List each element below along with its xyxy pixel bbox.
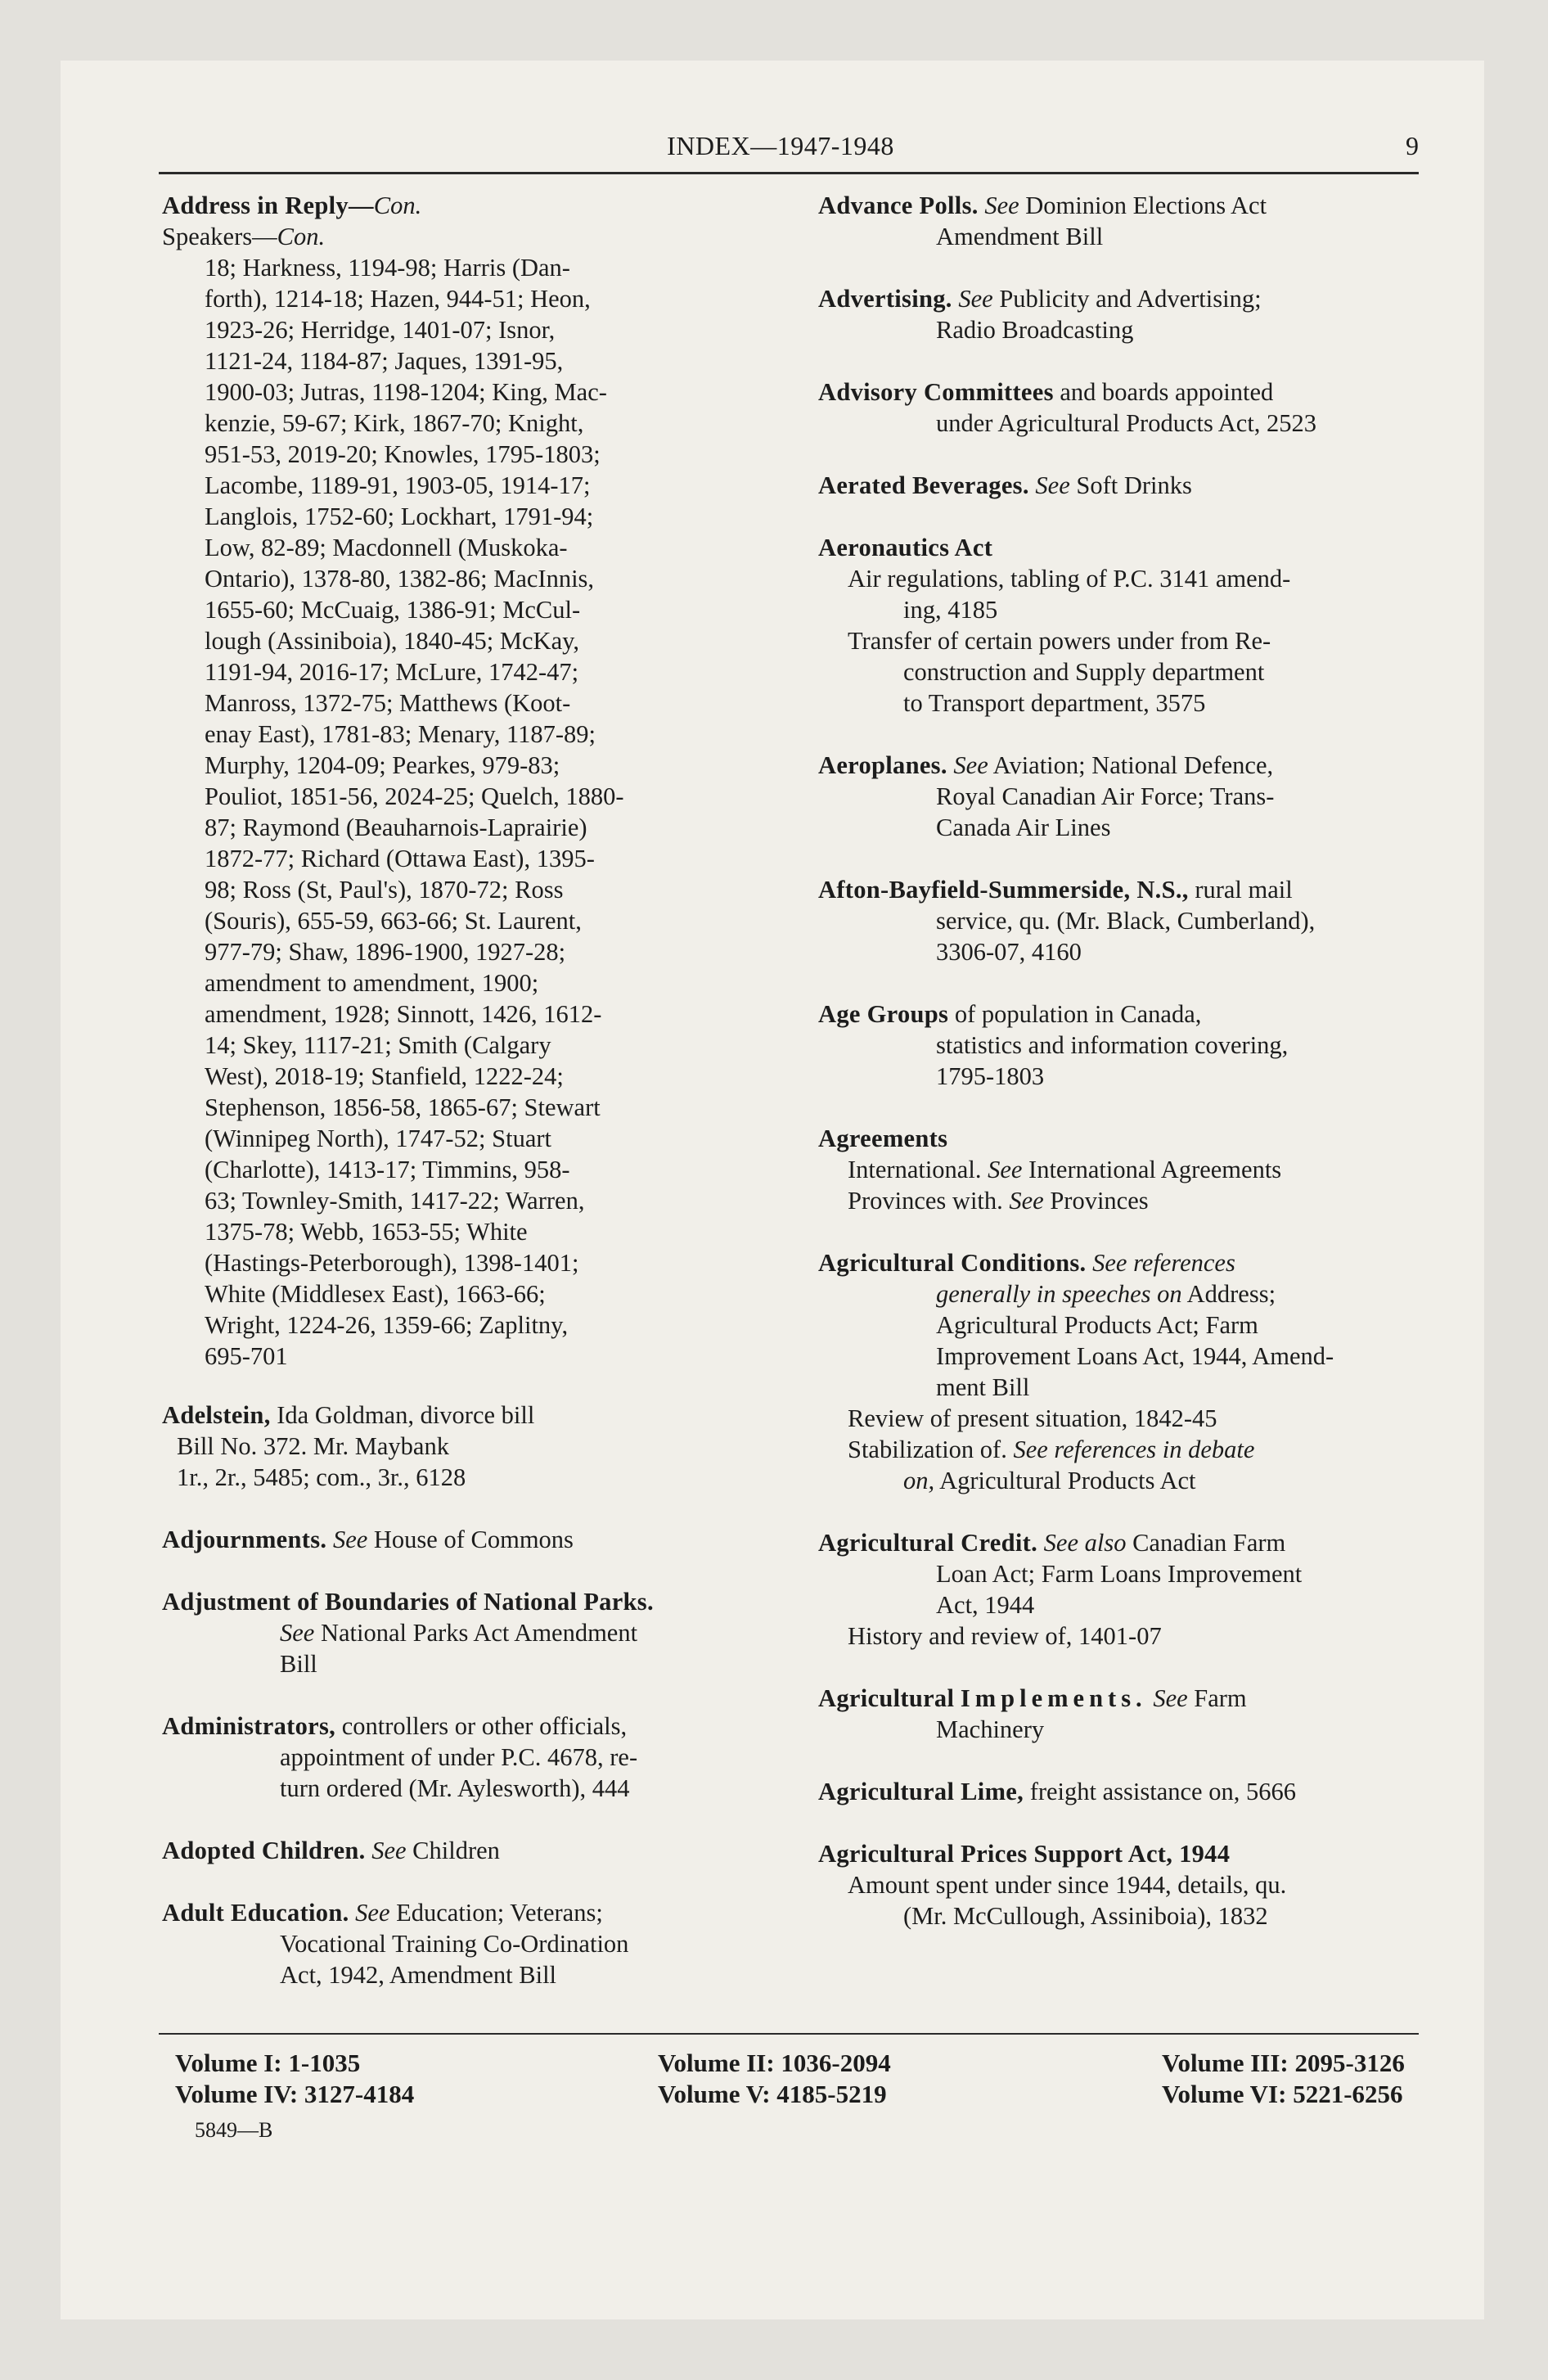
index-entry-agricultural-implements: Agricultural Implements. See Farm Machinery	[818, 1684, 1247, 1743]
entry-heading: Administrators,	[162, 1712, 336, 1740]
speaker-line: Lacombe, 1189-91, 1903-05, 1914-17;	[205, 471, 591, 499]
speaker-line: 14; Skey, 1117-21; Smith (Calgary	[205, 1031, 551, 1059]
index-entry-aeronautics-act: Aeronautics Act Air regulations, tabling of P.C. 3141 amend- ing, 4185 Transfer of certain powers under from Re- construction and Supply department to Transport department, 3575	[818, 532, 1440, 719]
speaker-line: Murphy, 1204-09; Pearkes, 979-83;	[205, 751, 560, 779]
speaker-line: 98; Ross (St, Paul's), 1870-72; Ross	[205, 876, 564, 904]
speaker-line: Pouliot, 1851-56, 2024-25; Quelch, 1880-	[205, 782, 624, 810]
index-entry-adult-education: Adult Education. See Education; Veterans; Vocational Training Co-Ordination Act, 1942, Amendment Bill	[162, 1899, 629, 1989]
speaker-line: White (Middlesex East), 1663-66;	[205, 1280, 546, 1308]
index-entry-aerated-beverages: Aerated Beverages. See Soft Drinks	[818, 471, 1192, 499]
speaker-line: 1923-26; Herridge, 1401-07; Isnor,	[205, 316, 556, 344]
speaker-line: 1121-24, 1184-87; Jaques, 1391-95,	[205, 347, 564, 375]
speaker-line: amendment to amendment, 1900;	[205, 969, 539, 997]
speaker-line: (Souris), 655-59, 663-66; St. Laurent,	[205, 907, 582, 935]
volume-2: Volume II: 1036-2094	[658, 2049, 891, 2077]
subentry: History and review of, 1401-07	[848, 1622, 1162, 1650]
speaker-list	[162, 252, 784, 1372]
index-entry-agricultural-conditions: Agricultural Conditions. See references generally in speeches on Address; Agricultural Products Act; Farm Improvement Loans Act, 1944, Amend- ment Bill Review of present situation, 1842-45 Stabilization of. See references in debate on, Agricultural Products Act	[818, 1247, 1440, 1496]
speaker-line: Low, 82-89; Macdonnell (Muskoka-	[205, 534, 568, 561]
right-column	[818, 190, 1440, 1963]
speaker-line: Wright, 1224-26, 1359-66; Zaplitny,	[205, 1311, 569, 1339]
printer-mark: 5849—B	[195, 2118, 273, 2142]
entry-heading: Aeroplanes.	[818, 751, 947, 779]
speaker-line: Ontario), 1378-80, 1382-86; MacInnis,	[205, 565, 595, 593]
subentry: Amount spent under since 1944, details, qu.	[848, 1871, 1287, 1899]
speaker-line: 1900-03; Jutras, 1198-1204; King, Mac-	[205, 378, 607, 406]
subheading: Speakers—	[162, 223, 277, 250]
volume-5: Volume V: 4185-5219	[658, 2080, 887, 2108]
volume-6: Volume VI: 5221-6256	[1162, 2080, 1403, 2108]
subentry: Stabilization of. See references in debate	[848, 1436, 1255, 1463]
index-entry-adopted-children: Adopted Children. See Children	[162, 1837, 500, 1864]
entry-heading: Adjournments.	[162, 1526, 327, 1553]
entry-heading: Advisory Committees	[818, 378, 1054, 406]
speaker-line: forth), 1214-18; Hazen, 944-51; Heon,	[205, 285, 591, 313]
entry-heading: Aeronautics Act	[818, 534, 993, 561]
index-entry-afton-bayfield: Afton-Bayfield-Summerside, N.S., rural mail service, qu. (Mr. Black, Cumberland), 3306-07, 4160	[818, 876, 1316, 966]
volume-4: Volume IV: 3127-4184	[175, 2080, 415, 2108]
speaker-line: 1872-77; Richard (Ottawa East), 1395-	[205, 845, 595, 872]
entry-heading: Advance Polls.	[818, 192, 979, 219]
index-entry-address-in-reply: Address in Reply—Con. Speakers—Con. 18; Harkness, 1194-98; Harris (Dan- forth), 1214-18; Hazen, 944-51; Heon, 1923-26; Herridge, 1401-07; Isnor, 1121-24, 1184-87; Jaques, 1391-95, 1900-03; Jutras, 1198-1204; King, Mac- kenzie, 59-67; Kirk, 1867-70; Knight, 951-53, 2019-20; Knowles, 1795-1803; Lacombe, 1189-91, 1903-05, 1914-17; Langlois, 1752-60; Lockhart, 1791-94; Low, 82-89; Macdonnell (Muskoka- Ontario), 1378-80, 1382-86; MacInnis, 1655-60; McCuaig, 1386-91; McCul- lough (Assiniboia), 1840-45; McKay, 1191-94, 2016-17; McLure, 1742-47; Manross, 1372-75; Matthews (Koot- enay East), 1781-83; Menary, 1187-89; Murphy, 1204-09; Pearkes, 979-83; Pouliot, 1851-56, 2024-25; Quelch, 1880- 87; Raymond (Beauharnois-Laprairie) 1872-77; Richard (Ottawa East), 1395- 98; Ross (St, Paul's), 1870-72; Ross (Souris), 655-59, 663-66; St. Laurent, 977-79; Shaw, 1896-1900, 1927-28; amendment to amendment, 1900; amendment, 1928; Sinnott, 1426, 1612- 14; Skey, 1117-21; Smith (Calgary West), 2018-19; Stanfield, 1222-24; Stephenson, 1856-58, 1865-67; Stewart (Winnipeg North), 1747-52; Stuart (Charlotte), 1413-17; Timmins, 958- 63; Townley-Smith, 1417-22; Warren, 1375-78; Webb, 1653-55; White (Hastings-Peterborough), 1398-1401; White (Middlesex East), 1663-66; Wright, 1224-26, 1359-66; Zaplitny, 695-701	[162, 190, 784, 1372]
index-entry-adelstein: Adelstein, Ida Goldman, divorce bill Bill No. 372. Mr. Maybank 1r., 2r., 5485; com., 3r., 6128	[162, 1401, 535, 1491]
subentry: International. See International Agreements	[848, 1156, 1282, 1183]
entry-heading: Adelstein,	[162, 1401, 271, 1429]
index-entry-agricultural-lime: Agricultural Lime, freight assistance on, 5666	[818, 1778, 1296, 1805]
speaker-line: Manross, 1372-75; Matthews (Koot-	[205, 689, 571, 717]
index-entry-agreements	[818, 1123, 1440, 1216]
index-page	[61, 61, 1484, 2319]
page-number: 9	[1406, 131, 1419, 160]
speaker-line: (Winnipeg North), 1747-52; Stuart	[205, 1125, 552, 1152]
entry-heading: Agricultural	[818, 1684, 955, 1712]
entry-heading: Afton-Bayfield-Summerside, N.S.,	[818, 876, 1189, 904]
subentry: Review of present situation, 1842-45	[848, 1404, 1217, 1432]
index-entry-advertising: Advertising. See Publicity and Advertising; Radio Broadcasting	[818, 285, 1262, 344]
entry-heading: Agricultural Prices Support Act, 1944	[818, 1840, 1231, 1868]
speaker-line: 87; Raymond (Beauharnois-Laprairie)	[205, 814, 587, 841]
subentry: Air regulations, tabling of P.C. 3141 amend-	[848, 565, 1291, 593]
entry-heading: Adjustment of Boundaries of National Parks.	[162, 1588, 654, 1616]
running-title: INDEX—1947-1948	[667, 131, 894, 160]
speaker-line: lough (Assiniboia), 1840-45; McKay,	[205, 627, 580, 655]
index-entry-agricultural-credit: Agricultural Credit. See also Canadian Farm Loan Act; Farm Loans Improvement Act, 1944 History and review of, 1401-07	[818, 1527, 1440, 1652]
speaker-line: 1655-60; McCuaig, 1386-91; McCul-	[205, 596, 581, 624]
speaker-line: 951-53, 2019-20; Knowles, 1795-1803;	[205, 440, 601, 468]
entry-heading: Adopted Children.	[162, 1837, 366, 1864]
footer-rule	[159, 2033, 1419, 2035]
speaker-line: kenzie, 59-67; Kirk, 1867-70; Knight,	[205, 409, 584, 437]
index-entry-adjournments: Adjournments. See House of Commons	[162, 1526, 574, 1553]
speaker-line: 1191-94, 2016-17; McLure, 1742-47;	[205, 658, 579, 686]
speaker-line: 695-701	[205, 1342, 288, 1370]
index-entry-advance-polls: Advance Polls. See Dominion Elections Act Amendment Bill	[818, 192, 1267, 250]
subentry: Transfer of certain powers under from Re-	[848, 627, 1271, 655]
index-entry-aeroplanes: Aeroplanes. See Aviation; National Defence, Royal Canadian Air Force; Trans- Canada Air Lines	[818, 751, 1275, 841]
speaker-line: 977-79; Shaw, 1896-1900, 1927-28;	[205, 938, 566, 966]
entry-heading: Address in Reply—	[162, 192, 374, 219]
speaker-line: Stephenson, 1856-58, 1865-67; Stewart	[205, 1093, 601, 1121]
index-entry-age-groups: Age Groups of population in Canada, statistics and information covering, 1795-1803	[818, 1000, 1289, 1090]
speaker-line: 1375-78; Webb, 1653-55; White	[205, 1218, 528, 1246]
speaker-line: (Charlotte), 1413-17; Timmins, 958-	[205, 1156, 570, 1183]
entry-heading: Aerated Beverages.	[818, 471, 1029, 499]
entry-heading: Agricultural Credit.	[818, 1529, 1038, 1557]
speaker-line: 18; Harkness, 1194-98; Harris (Dan-	[205, 254, 570, 282]
index-entry-agricultural-prices: Agricultural Prices Support Act, 1944 Amount spent under since 1944, details, qu. (Mr. McCullough, Assiniboia), 1832	[818, 1838, 1440, 1931]
index-entry-administrators: Administrators, controllers or other officials, appointment of under P.C. 4678, re- turn ordered (Mr. Aylesworth), 444	[162, 1712, 638, 1802]
entry-heading: Adult Education.	[162, 1899, 349, 1927]
speaker-line: 63; Townley-Smith, 1417-22; Warren,	[205, 1187, 585, 1215]
header-rule	[159, 172, 1419, 174]
volume-1: Volume I: 1-1035	[175, 2049, 361, 2077]
speaker-line: amendment, 1928; Sinnott, 1426, 1612-	[205, 1000, 602, 1028]
entry-heading: Age Groups	[818, 1000, 949, 1028]
speaker-line: West), 2018-19; Stanfield, 1222-24;	[205, 1062, 564, 1090]
index-entry-adjustment-boundaries: Adjustment of Boundaries of National Parks. See National Parks Act Amendment Bill	[162, 1588, 654, 1678]
subentry: Provinces with. See Provinces	[848, 1187, 1149, 1215]
entry-heading: Agricultural Lime,	[818, 1778, 1024, 1805]
index-entry-advisory-committees: Advisory Committees and boards appointed under Agricultural Products Act, 2523	[818, 378, 1317, 437]
entry-heading: Advertising.	[818, 285, 952, 313]
speaker-line: enay East), 1781-83; Menary, 1187-89;	[205, 720, 596, 748]
entry-heading: Agreements	[818, 1125, 948, 1152]
page-header	[159, 131, 1419, 172]
volume-3: Volume III: 2095-3126	[1162, 2049, 1405, 2077]
entry-heading: Agricultural Conditions.	[818, 1249, 1087, 1277]
speaker-line: Langlois, 1752-60; Lockhart, 1791-94;	[205, 503, 594, 530]
speaker-line: (Hastings-Peterborough), 1398-1401;	[205, 1249, 579, 1277]
left-column	[162, 190, 784, 2022]
